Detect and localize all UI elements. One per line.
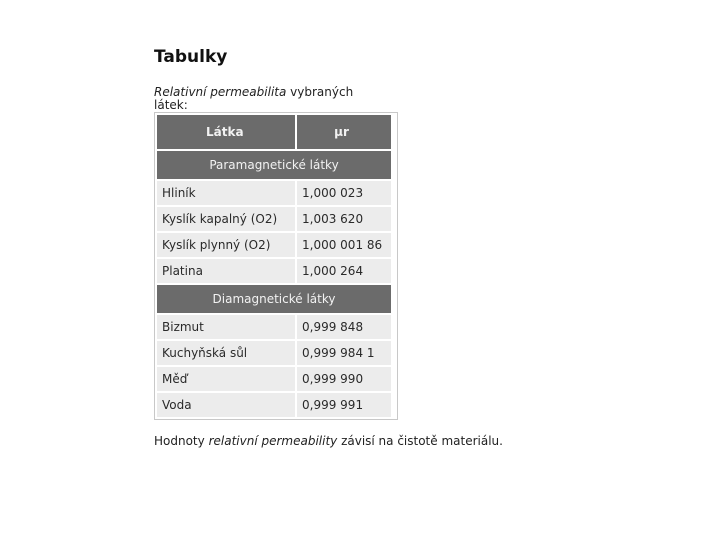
footer-after: závisí na čistotě materiálu. bbox=[337, 434, 503, 448]
permeability-table bbox=[155, 113, 393, 419]
table-row bbox=[157, 315, 391, 339]
permeability-table-frame bbox=[154, 112, 398, 420]
intro-rest: vybraných látek: bbox=[154, 85, 354, 112]
table-row bbox=[157, 207, 391, 231]
substance-cell: Kyslík plynný (O2) bbox=[157, 233, 295, 257]
header-symbol: μr bbox=[297, 115, 391, 149]
substance-cell: Měď bbox=[157, 367, 295, 391]
value-cell: 1,000 023 bbox=[297, 181, 391, 205]
table-row bbox=[157, 341, 391, 365]
table-row bbox=[157, 393, 391, 417]
value-cell: 0,999 991 bbox=[297, 393, 391, 417]
value-cell: 0,999 848 bbox=[297, 315, 391, 339]
table-row bbox=[157, 181, 391, 205]
substance-cell: Platina bbox=[157, 259, 295, 283]
footer-note bbox=[154, 434, 503, 448]
substance-cell: Voda bbox=[157, 393, 295, 417]
value-cell: 1,000 264 bbox=[297, 259, 391, 283]
section-row bbox=[157, 151, 391, 179]
page-title: Tabulky bbox=[154, 47, 228, 67]
section-diamagnetic: Diamagnetické látky bbox=[157, 285, 391, 313]
value-cell: 1,000 001 86 bbox=[297, 233, 391, 257]
substance-cell: Kuchyňská sůl bbox=[157, 341, 295, 365]
value-cell: 0,999 984 1 bbox=[297, 341, 391, 365]
table-row bbox=[157, 233, 391, 257]
section-row bbox=[157, 285, 391, 313]
section-paramagnetic: Paramagnetické látky bbox=[157, 151, 391, 179]
table-row bbox=[157, 367, 391, 391]
value-cell: 1,003 620 bbox=[297, 207, 391, 231]
header-substance: Látka bbox=[157, 115, 295, 149]
substance-cell: Bizmut bbox=[157, 315, 295, 339]
footer-before: Hodnoty bbox=[154, 434, 209, 448]
intro-italic: Relativní permeabilita bbox=[154, 85, 287, 99]
intro-text bbox=[154, 86, 386, 112]
footer-italic: relativní permeability bbox=[208, 434, 338, 448]
substance-cell: Kyslík kapalný (O2) bbox=[157, 207, 295, 231]
value-cell: 0,999 990 bbox=[297, 367, 391, 391]
table-header-row bbox=[157, 115, 391, 149]
table-row bbox=[157, 259, 391, 283]
substance-cell: Hliník bbox=[157, 181, 295, 205]
